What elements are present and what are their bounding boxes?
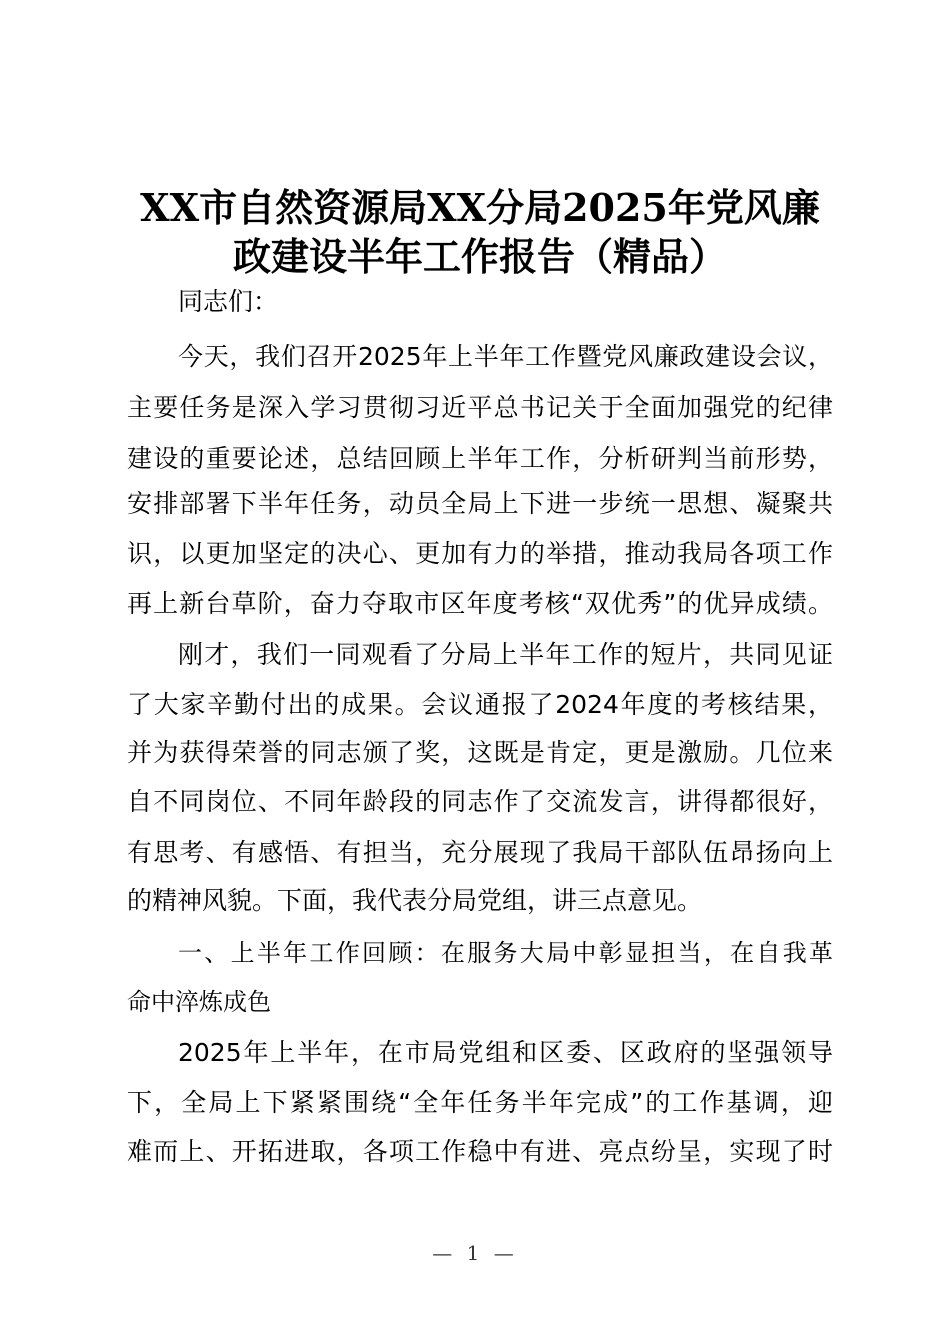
paragraph-line: 建设的重要论述，总结回顾上半年工作，分析研判当前形势， — [127, 444, 833, 473]
paragraph-line: 下，全局上下紧紧围绕“全年任务半年完成”的工作基调，迎 — [127, 1088, 833, 1117]
paragraph-line: 自不同岗位、不同年龄段的同志作了交流发言，讲得都很好， — [127, 787, 833, 816]
document-title-line-1: XX市自然资源局XX分局2025年党风廉 — [140, 185, 820, 230]
paragraph-line: 今天，我们召开2025年上半年工作暨党风廉政建设会议， — [178, 342, 833, 371]
paragraph-line: 2025年上半年，在市局党组和区委、区政府的坚强领导 — [178, 1038, 833, 1067]
paragraph-line: 难而上、开拓进取，各项工作稳中有进、亮点纷呈，实现了时 — [127, 1137, 833, 1166]
paragraph-line: 主要任务是深入学习贯彻习近平总书记关于全面加强党的纪律 — [127, 393, 833, 422]
paragraph-line: 再上新台草阶，奋力夺取市区年度考核“双优秀”的优异成绩。 — [127, 589, 833, 618]
paragraph-line: 安排部署下半年任务，动员全局上下进一步统一思想、凝聚共 — [127, 489, 833, 518]
document-title-line-2: 政建设半年工作报告（精品） — [232, 234, 727, 279]
paragraph-line: 有思考、有感悟、有担当，充分展现了我局干部队伍昂扬向上 — [127, 838, 833, 867]
paragraph-line: 并为获得荣誉的同志颁了奖，这既是肯定，更是激励。几位来 — [127, 738, 833, 767]
paragraph-line: 的精神风貌。下面，我代表分局党组，讲三点意见。 — [127, 886, 703, 915]
section-heading: 命中淬炼成色 — [127, 988, 271, 1016]
salutation: 同志们： — [178, 287, 279, 316]
section-heading: 一、上半年工作回顾：在服务大局中彰显担当，在自我革 — [178, 939, 833, 967]
page-number: — 1 — — [432, 1241, 518, 1265]
paragraph-line: 刚才，我们一同观看了分局上半年工作的短片，共同见证 — [178, 640, 833, 669]
paragraph-line: 识，以更加坚定的决心、更加有力的举措，推动我局各项工作 — [127, 539, 833, 568]
paragraph-line: 了大家辛勤付出的成果。会议通报了2024年度的考核结果， — [127, 690, 833, 719]
